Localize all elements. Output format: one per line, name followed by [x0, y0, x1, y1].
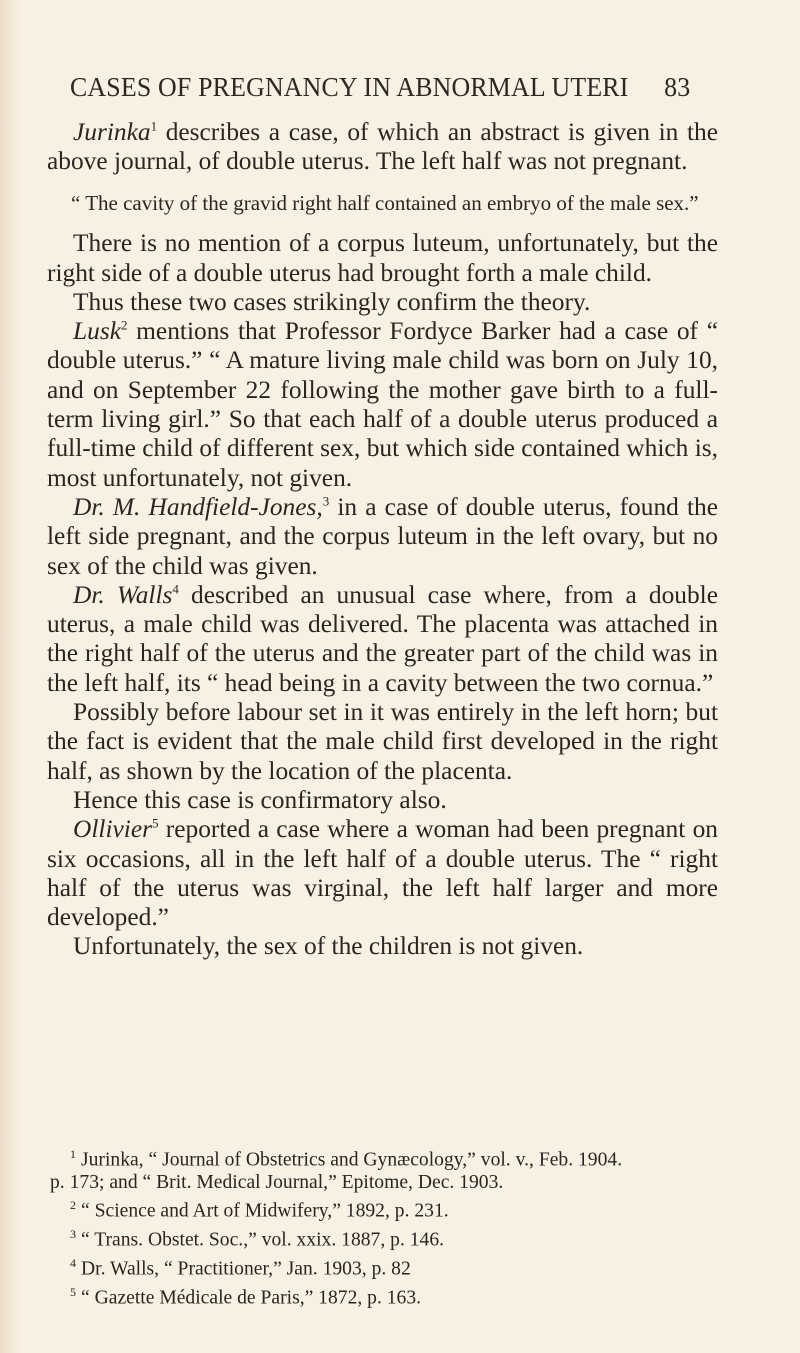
paragraph-sex-not-given: Unfortunately, the sex of the children is not given.	[73, 932, 584, 961]
footnote-2: $^2$ “ Science and Art of Midwifery,” 1892, p. 231.	[70, 1198, 449, 1222]
footnote-1: $^1$ Jurinka, “ Journal of Obstetrics and Gynæcology,” vol. v., Feb. 1904.	[70, 1147, 623, 1171]
author-name: Dr. Walls	[73, 580, 173, 609]
footnote-3: $^3$ “ Trans. Obstet. Soc.,” vol. xxix. 1887, p. 146.	[70, 1227, 445, 1251]
footnote-ref: 2	[120, 317, 128, 333]
author-name: Jurinka	[73, 118, 151, 146]
paragraph-walls: Dr. Walls$^4$ described an unusual case where, from a double uterus, a male child was delivered. The placenta was attached in the right half of the uterus and the greater part of the child was in the left half, its “ head being in a cavity between the two cornua.”	[47, 580, 718, 697]
running-header	[70, 71, 691, 103]
author-name: Ollivier	[73, 815, 152, 844]
paragraph-handfield-jones: Dr. M. Handfield-Jones,$^3$ in a case of double uterus, found the left side pregnant, and the corpus luteum in the left ovary, but no sex of the child was given.	[47, 492, 719, 580]
footnote-ref: 4	[172, 581, 179, 597]
paragraph-labour: Possibly before labour set in it was entirely in the left horn; but the fact is evident that the male child first developed in the right half, as shown by the location of the placenta.	[47, 698, 718, 785]
paragraph-confirmatory: Hence this case is confirmatory also.	[73, 785, 447, 814]
footnote-4: $^4$ Dr. Walls, “ Practitioner,” Jan. 1903, p. 82	[70, 1256, 411, 1280]
footnote-5: $^5$ “ Gazette Médicale de Paris,” 1872, p. 163.	[70, 1285, 422, 1309]
paragraph-confirm-theory: Thus these two cases strikingly confirm the theory.	[73, 287, 591, 316]
block-quote: “ The cavity of the gravid right half contained an embryo of the male sex.”	[71, 190, 699, 215]
page-gutter-shadow	[0, 0, 22, 1353]
paragraph-corpus-luteum: There is no mention of a corpus luteum, unfortunately, but the right side of a double uterus had brought forth a male child.	[47, 229, 718, 287]
footnote-1-continued: p. 173; and “ Brit. Medical Journal,” Epitome, Dec. 1903.	[50, 1171, 504, 1193]
footnote-ref: 3	[322, 493, 330, 509]
footnotes	[50, 1143, 720, 1310]
author-name: Dr. M. Handfield-Jones,	[73, 492, 323, 521]
footnote-ref: 5	[151, 815, 159, 831]
paragraph-lusk: Lusk$^2$ mentions that Professor Fordyce Barker had a case of “ double uterus.” “ A mature living male child was born on July 10, and on September 22 following the mother gave birth to a full-term living girl.” So that each half of a double uterus produced a full-time child of different sex, but which side contained which is, most unfortunately, not given.	[47, 317, 718, 492]
main-text	[47, 118, 718, 962]
paragraph-ollivier: Ollivier$^5$ reported a case where a woman had been pregnant on six occasions, all in the left half of a double uterus. The “ right half of the uterus was virginal, the left half larger and more developed.”	[47, 815, 718, 932]
author-name: Lusk	[73, 317, 121, 346]
running-title: CASES OF PREGNANCY IN ABNORMAL UTERI	[70, 71, 629, 102]
paragraph-jurinka: Jurinka$^1$ describes a case, of which an abstract is given in the above journal, of double uterus. The left half was not pregnant.	[47, 118, 718, 176]
page-number: 83	[664, 71, 691, 102]
footnote-ref: 1	[150, 118, 158, 134]
